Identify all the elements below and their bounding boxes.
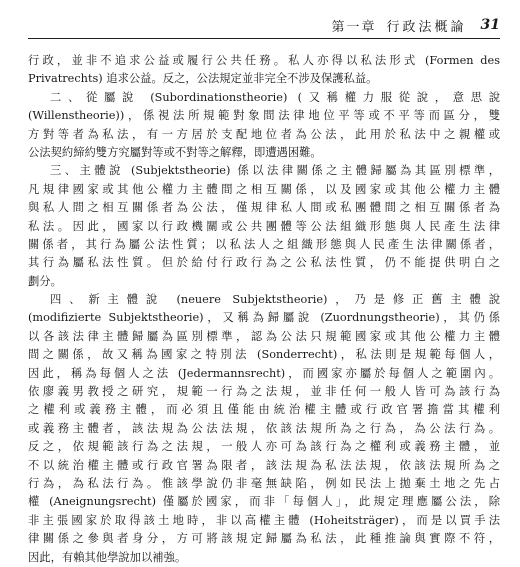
text-line: 凡規律國家或其他公權力主體間之相互關係，以及國家或其他公權力主體 bbox=[28, 182, 500, 196]
text-line: 四、新主體說 (neuere Subjektstheorie)，乃是修正舊主體說 bbox=[50, 293, 500, 307]
text-line: 或義務主體者，該法規為公法法規，依該法規所為之行為，為公法行為。 bbox=[28, 421, 500, 435]
text-line: 反之，依規範該行為之法規，一般人亦可為該行為之權利或義務主體，並 bbox=[28, 440, 500, 454]
text-line: 間之關係，故又稱為國家之特別法 (Sonderrecht)，私法則是規範每個人， bbox=[28, 348, 500, 362]
text-line: Privatrechts) 追求公益。反之，公法規定並非完全不涉及保護私益。 bbox=[28, 72, 378, 86]
text-line: 行政，並非不追求公益或履行公共任務。私人亦得以私法形式 (Formen des bbox=[28, 54, 500, 67]
text-line: 依廖義男教授之研究，規範一行為之法規，並非任何一般人皆可為該行為 bbox=[28, 385, 500, 399]
text-line: (Willenstheorie))，係視法所規範對象間法律地位平等或不平等而區分，雙 bbox=[28, 109, 500, 123]
text-line: 關係者，其行為屬公法性質；以私法人之組織形態與人民產生法律關係者， bbox=[28, 237, 500, 251]
text-line: 行為，為私法行為。惟該學說仍非毫無缺陷，例如民法上拋棄土地之先占 bbox=[28, 476, 500, 490]
text-line: 劃分。 bbox=[28, 274, 62, 288]
text-line: 與私人間之相互關係者為公法，僅規律私人間或私團體間之相互關係者為 bbox=[28, 201, 500, 215]
page-number: 31 bbox=[480, 17, 500, 33]
text-line: 三、主體說 (Subjektstheorie) 係以法律關係之主體歸屬為其區別標準， bbox=[50, 164, 500, 178]
text-line: 不以統治權主體或行政官署為限者，該法規為私法法規，依該法規所為之 bbox=[28, 458, 500, 472]
text-line: 私法。因此，國家以行政機關或公共團體等公法組織形態與人民產生法律 bbox=[28, 219, 500, 233]
text-line: 律關係之參與者身分，方可將該規定歸屬為私法，此種推論與實際不符， bbox=[28, 532, 500, 546]
text-line: 之權利或義務主體，而必須且僅能由統治權主體或行政官署擔當其權利 bbox=[28, 403, 500, 417]
chapter-title: 行政法概論 bbox=[386, 19, 467, 35]
text-line: 因此，有賴其他學說加以補強。 bbox=[28, 550, 187, 564]
text-line: (modifizierte Subjektstheorie)，又稱為歸屬說 (Zuordnungstheorie)，其仍係 bbox=[28, 311, 500, 325]
text-line: 權 (Aneignungsrecht) 僅屬於國家，而非「每個人」，此規定理應屬公法，除 bbox=[28, 495, 500, 509]
body-text bbox=[28, 52, 500, 567]
text-line: 因此，稱為每個人之法 (Jedermannsrecht)，而國家亦屬於每個人之範圍內。 bbox=[28, 366, 500, 380]
text-line: 以各該法律主體歸屬為區別標準，認為公法只規範國家或其他公權力主體 bbox=[28, 329, 500, 343]
text-line: 非主張國家於取得該土地時，非以高權主體 (Hoheitsträger)，而是以買手法 bbox=[28, 513, 500, 527]
text-line: 二、從屬說 (Subordinationstheorie) (又稱權力服從說，意思說 bbox=[50, 90, 500, 104]
text-line: 公法契約締約雙方究屬對等或不對等之解釋，即遭遇困難。 bbox=[28, 145, 322, 159]
text-line: 方對等者為私法，有一方居於支配地位者為公法，此用於私法中之親權或 bbox=[28, 127, 500, 141]
text-line: 其行為屬私法性質。但於給付行政行為之公私法性質，仍不能提供明白之 bbox=[28, 256, 500, 270]
chapter-label: 第一章 bbox=[331, 19, 377, 35]
running-header bbox=[28, 12, 500, 39]
